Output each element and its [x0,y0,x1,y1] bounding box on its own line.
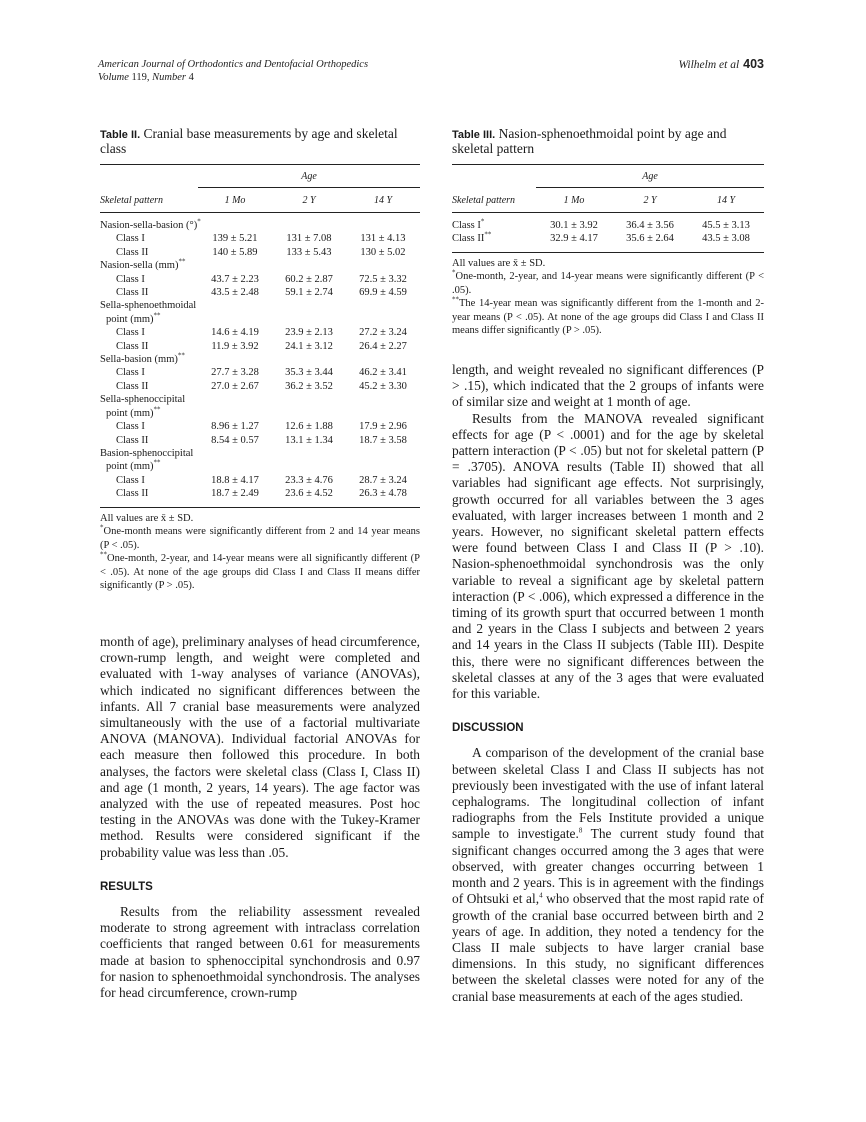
table2-label: Table II. [100,129,141,141]
table3-col-1mo: 1 Mo [563,195,585,206]
table-group-row: Sella-basion (mm)** [100,351,185,366]
table-group-row: point (mm)** [106,311,161,325]
table2-caption [100,127,420,156]
table-group-row: Basion-sphenoccipital [100,447,194,459]
page-number: 403 [743,57,764,71]
authors: Wilhelm et al [678,59,740,71]
table2-col-2y: 2 Y [302,195,316,206]
paragraph: Results from the reliability assessment revealed moderate to strong agreement with intraclass correlation coefficients that ranged between 0.61 for measurements made at basion to sphenoccipital synchondrosis and 0.97 for nasion to sphenoethmoidal synchondrosis. The analyses for head circumference, crown-rump [100,904,420,1001]
running-header-journal [98,58,368,84]
table3-title: Nasion-sphenoethmoidal point by age and skeletal pattern [452,126,727,156]
citation-ref: 8 [578,827,583,836]
table3 [452,164,764,252]
table-row: Class II 11.9 ± 3.92 24.1 ± 3.12 26.4 ± 2.27 [116,340,407,352]
table-row: Class II 8.54 ± 0.57 13.1 ± 1.34 18.7 ± 3.58 [116,434,407,446]
table-group-row: Nasion-sella (mm)** [100,257,186,272]
table3-col-2y: 2 Y [643,195,657,206]
table-group-row: Sella-sphenoethmoidal [100,300,197,312]
table-row: Class I 8.96 ± 1.27 12.6 ± 1.88 17.9 ± 2.96 [116,421,407,433]
table3-col-pattern: Skeletal pattern [452,195,516,206]
table-row: Class I 27.7 ± 3.28 35.3 ± 3.44 46.2 ± 3.41 [116,367,407,379]
journal-title: American Journal of Orthodontics and Dentofacial Orthopedics [98,59,369,70]
table2-footnotes: All values are x̄ ± SD. *One-month means were significantly different from 2 and 14 year means (P < .05). **One-month, 2-year, and 14-year means were all significantly different (P < .05). At none of the age groups did Class I and Class II means differ significantly (P > .05). [100,507,420,593]
table2 [100,164,420,507]
table-row: Class II 18.7 ± 2.49 23.6 ± 4.52 26.3 ± 4.78 [116,488,407,500]
table-row: Class II 43.5 ± 2.48 59.1 ± 2.74 69.9 ± 4.59 [116,287,407,299]
results-heading: RESULTS [100,880,153,893]
table2-title: Cranial base measurements by age and skeletal class [100,126,398,156]
table-row: Class II 140 ± 5.89 133 ± 5.43 130 ± 5.02 [116,246,406,258]
table2-col-pattern: Skeletal pattern [100,195,164,206]
citation-ref: 4 [539,891,543,900]
table-row: Class II** 32.9 ± 4.17 35.6 ± 2.64 43.5 ± 3.08 [452,230,750,245]
paragraph: month of age), preliminary analyses of head circumference, crown-rump length, and weight were completed and evaluated with 1-way analyses of variance (ANOVAs), which indicated no significant differences between the infants. All 7 cranial base measurements were analyzed simultaneously with the use of a factorial multivariate ANOVA (MANOVA). Individual factorial ANOVAs for each measure then followed this procedure. In both analyses, the factors were skeletal class (Class I, Class II) and age (1 month, 2 years, 14 years). The age factor was analyzed with the use of repeated measures. Post hoc testing in the ANOVAs was done with the Tukey-Kramer method. Results were considered significant if the probability value was less than .05. [100,634,420,860]
table-group-row: point (mm)** [106,405,161,419]
table2-col-14y: 14 Y [373,195,393,206]
right-body-text [452,362,764,1005]
running-header-authors [678,57,764,71]
left-column [100,127,420,593]
table-row: Class I 43.7 ± 2.23 60.2 ± 2.87 72.5 ± 3.32 [116,273,407,285]
left-body-text [100,634,420,1001]
table-row: Class I 139 ± 5.21 131 ± 7.08 131 ± 4.13 [116,233,406,245]
table3-footnotes: All values are x̄ ± SD. *One-month, 2-year, and 14-year means were significantly different (P < .05). **The 14-year mean was significantly different from the 1-month and 2-year means (P < .05). At none of the age groups did Class I and Class II means differ significantly (P > .05). [452,252,764,338]
table-group-row: point (mm)** [106,458,161,473]
paragraph: length, and weight revealed no significant differences (P > .15), which indicated that the 2 groups of infants were of similar size and weight at 1 month of age. [452,362,764,410]
table3-col-14y: 14 Y [716,195,736,206]
table3-age-header: Age [642,171,658,182]
table-group-row: Sella-sphenoccipital [100,394,186,406]
table-row: Class I* 30.1 ± 3.92 36.4 ± 3.56 45.5 ± 3.13 [452,217,750,231]
discussion-heading: DISCUSSION [452,722,524,735]
table-row: Class I 18.8 ± 4.17 23.3 ± 4.76 28.7 ± 3.24 [116,474,407,486]
paragraph: A comparison of the development of the cranial base between skeletal Class I and Class II subjects has not previously been investigated with the use of infant lateral cephalograms. The longitudinal collection of infant radiographs from the Fels Institute provided a unique sample to investigate.$^8$ The current study found that significant changes occurred among the 3 ages that were observed, with greater changes occurring between 1 month and 2 years. This is in agreement with the findings of Ohtsuki et al,$^4$ who observed that the most rapid rate of growth of the cranial base occurred between birth and 2 years of age. In addition, they noted a tendency for the Class II male subjects to have larger cranial base dimensions. In this study, no significant differences between the skeletal classes were noted for any of the cranial base measurements at each of the ages studied. [452,745,765,1004]
journal-volume: Volume 119, Number 4 [98,72,194,83]
paragraph: Results from the MANOVA revealed significant effects for age (P < .0001) and for the age by skeletal pattern interaction (P < .05) but not for skeletal pattern (P = .3705). ANOVA results (Table II) showed that all variables had significant age effects. Not surprisingly, growth occurred for all variables between the 3 ages evaluated, with larger increases between 1 month and 2 years. However, no significant skeletal pattern effects were found between Class I and Class II (P > .10). Nasion-sphenoethmoidal synchondrosis was the only variable to reveal a significant age by skeletal pattern interaction (P < .006), which expressed a difference in the timing of its growth spurt that occurred between 1 month and 2 years in the Class I subjects and between 2 years and 14 years in the Class II subjects (Table III). Despite this, there were no significant differences between the skeletal classes at any of the 3 ages that were evaluated for this variable. [452,410,764,702]
table-row: Class I 14.6 ± 4.19 23.9 ± 2.13 27.2 ± 3.24 [116,327,407,339]
table-row: Class II 27.0 ± 2.67 36.2 ± 3.52 45.2 ± 3.30 [116,380,407,392]
right-column-table [452,127,764,338]
table3-caption [452,127,764,156]
table-group-row: Nasion-sella-basion (°)* [100,217,201,231]
table2-col-1mo: 1 Mo [224,195,246,206]
table3-label: Table III. [452,129,496,141]
table2-age-header: Age [301,171,317,182]
